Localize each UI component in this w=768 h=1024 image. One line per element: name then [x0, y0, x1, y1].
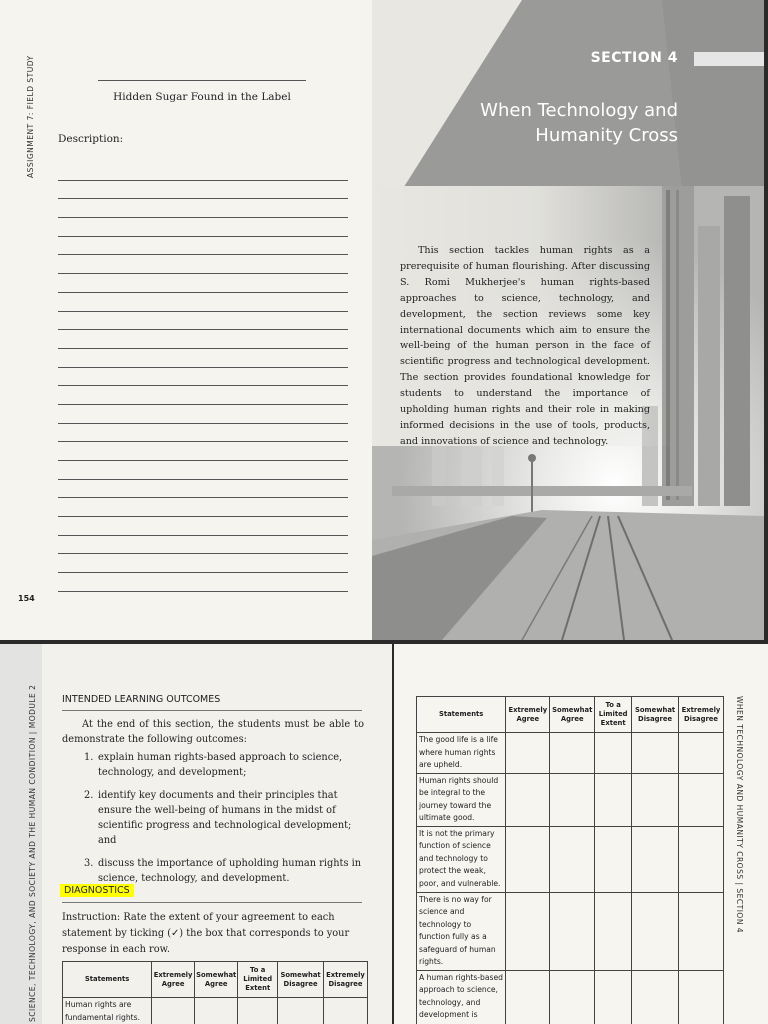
checkbox-cell[interactable]: [632, 970, 679, 1024]
checkbox-cell[interactable]: [679, 826, 724, 892]
running-head-assignment: ASSIGNMENT 7: FIELD STUDY: [26, 55, 35, 178]
writing-lines: [58, 162, 348, 592]
checkbox-cell[interactable]: [595, 773, 632, 826]
page-number: 154: [18, 594, 35, 603]
outcomes-list: [84, 750, 364, 894]
table-header-row: [63, 962, 368, 998]
statement-cell: Human rights are fundamental rights.: [63, 998, 152, 1024]
checkbox-cell[interactable]: [506, 733, 550, 774]
checkbox-cell[interactable]: [679, 773, 724, 826]
checkbox-cell[interactable]: [595, 826, 632, 892]
header-somewhat-agree: Somewhat Agree: [550, 697, 595, 733]
ilo-intro: At the end of this section, the students must be able to demonstrate the following outcomes:: [62, 719, 364, 745]
statement-cell: A human rights-based approach to science, technology, and development is: [417, 970, 506, 1024]
caption-rule: [98, 80, 306, 81]
diagnostics-table-page: [394, 644, 768, 1024]
checkbox-cell[interactable]: [550, 733, 595, 774]
checkbox-cell[interactable]: [195, 998, 238, 1024]
checkbox-cell[interactable]: [550, 970, 595, 1024]
table-row: [417, 826, 724, 892]
header-somewhat-disagree: Somewhat Disagree: [632, 697, 679, 733]
statement-cell: Human rights should be integral to the journey toward the ultimate good.: [417, 773, 506, 826]
caption-title: Hidden Sugar Found in the Label: [113, 91, 291, 103]
checkbox-cell[interactable]: [632, 773, 679, 826]
checkbox-cell[interactable]: [679, 970, 724, 1024]
header-statements: Statements: [417, 697, 506, 733]
diagnostics-rule: [62, 902, 362, 903]
checkbox-cell[interactable]: [550, 826, 595, 892]
section-title: When Technology and Humanity Cross: [480, 100, 678, 146]
checkbox-cell[interactable]: [278, 998, 324, 1024]
ilo-heading: INTENDED LEARNING OUTCOMES: [62, 694, 362, 711]
header-extremely-agree: Extremely Agree: [152, 962, 195, 998]
section-4-page: [372, 0, 764, 640]
instruction-text: Instruction: Rate the extent of your agreement to each statement by ticking (✓) the box that corresponds to your response in each row.: [62, 912, 350, 955]
section-intro-paragraph: This section tackles human rights as a prerequisite of human flourishing. After discussing S. Romi Mukherjee's human rights-based approaches to science, technology, and development, the section reviews some key international documents which aim to ensure the well-being of the human person in the face of scientific progress and technological development. The section provides foundational knowledge for students to understand the importance of upholding human rights and their role in making informed decisions in the use of tools, products, and innovations of science and technology.: [400, 245, 650, 447]
page-154: [0, 0, 372, 640]
rating-table-right: [416, 696, 724, 1024]
header-limited-extent: To a Limited Extent: [595, 697, 632, 733]
learning-outcomes-page: [0, 644, 392, 1024]
header-statements: Statements: [63, 962, 152, 998]
checkbox-cell[interactable]: [679, 892, 724, 970]
running-head-section: WHEN TECHNOLOGY AND HUMANITY CROSS | SECTION 4: [735, 696, 744, 934]
section-label: SECTION 4: [590, 50, 678, 66]
table-row: [417, 733, 724, 774]
table-header-row: [417, 697, 724, 733]
statement-cell: It is not the primary function of science and technology to protect the weak, poor, and vulnerable.: [417, 826, 506, 892]
table-row: [63, 998, 368, 1024]
outcome-item: 2. identify key documents and their principles that ensure the well-being of humans in the midst of scientific progress and technological development; and: [84, 790, 352, 846]
checkbox-cell[interactable]: [595, 733, 632, 774]
table-row: [417, 970, 724, 1024]
header-limited-extent: To a Limited Extent: [238, 962, 278, 998]
checkbox-cell[interactable]: [238, 998, 278, 1024]
section-banner: [372, 0, 764, 190]
section-bar: [694, 52, 764, 66]
checkbox-cell[interactable]: [550, 892, 595, 970]
header-extremely-disagree: Extremely Disagree: [679, 697, 724, 733]
checkbox-cell[interactable]: [152, 998, 195, 1024]
description-label: Description:: [58, 133, 124, 145]
checkbox-cell[interactable]: [595, 892, 632, 970]
header-extremely-agree: Extremely Agree: [506, 697, 550, 733]
checkbox-cell[interactable]: [324, 998, 368, 1024]
checkbox-cell[interactable]: [632, 733, 679, 774]
running-head-module: SCIENCE, TECHNOLOGY, AND SOCIETY AND THE HUMAN CONDITION | MODULE 2: [28, 684, 37, 1022]
header-somewhat-disagree: Somewhat Disagree: [278, 962, 324, 998]
checkbox-cell[interactable]: [679, 733, 724, 774]
outcome-item: 1. explain human rights-based approach to science, technology, and development;: [84, 752, 343, 778]
checkbox-cell[interactable]: [632, 826, 679, 892]
outcome-item: 3. discuss the importance of upholding human rights in science, technology, and development.: [84, 858, 362, 884]
checkbox-cell[interactable]: [506, 892, 550, 970]
table-row: [417, 892, 724, 970]
diagnostics-heading: DIAGNOSTICS: [60, 884, 134, 897]
statement-cell: The good life is a life where human rights are upheld.: [417, 733, 506, 774]
table-row: [417, 773, 724, 826]
checkbox-cell[interactable]: [550, 773, 595, 826]
rating-table-left: [62, 961, 368, 1024]
checkbox-cell[interactable]: [595, 970, 632, 1024]
header-somewhat-agree: Somewhat Agree: [195, 962, 238, 998]
checkbox-cell[interactable]: [506, 826, 550, 892]
checkbox-cell[interactable]: [632, 892, 679, 970]
header-extremely-disagree: Extremely Disagree: [324, 962, 368, 998]
checkbox-cell[interactable]: [506, 970, 550, 1024]
statement-cell: There is no way for science and technology to function fully as a safeguard of human rights.: [417, 892, 506, 970]
checkbox-cell[interactable]: [506, 773, 550, 826]
